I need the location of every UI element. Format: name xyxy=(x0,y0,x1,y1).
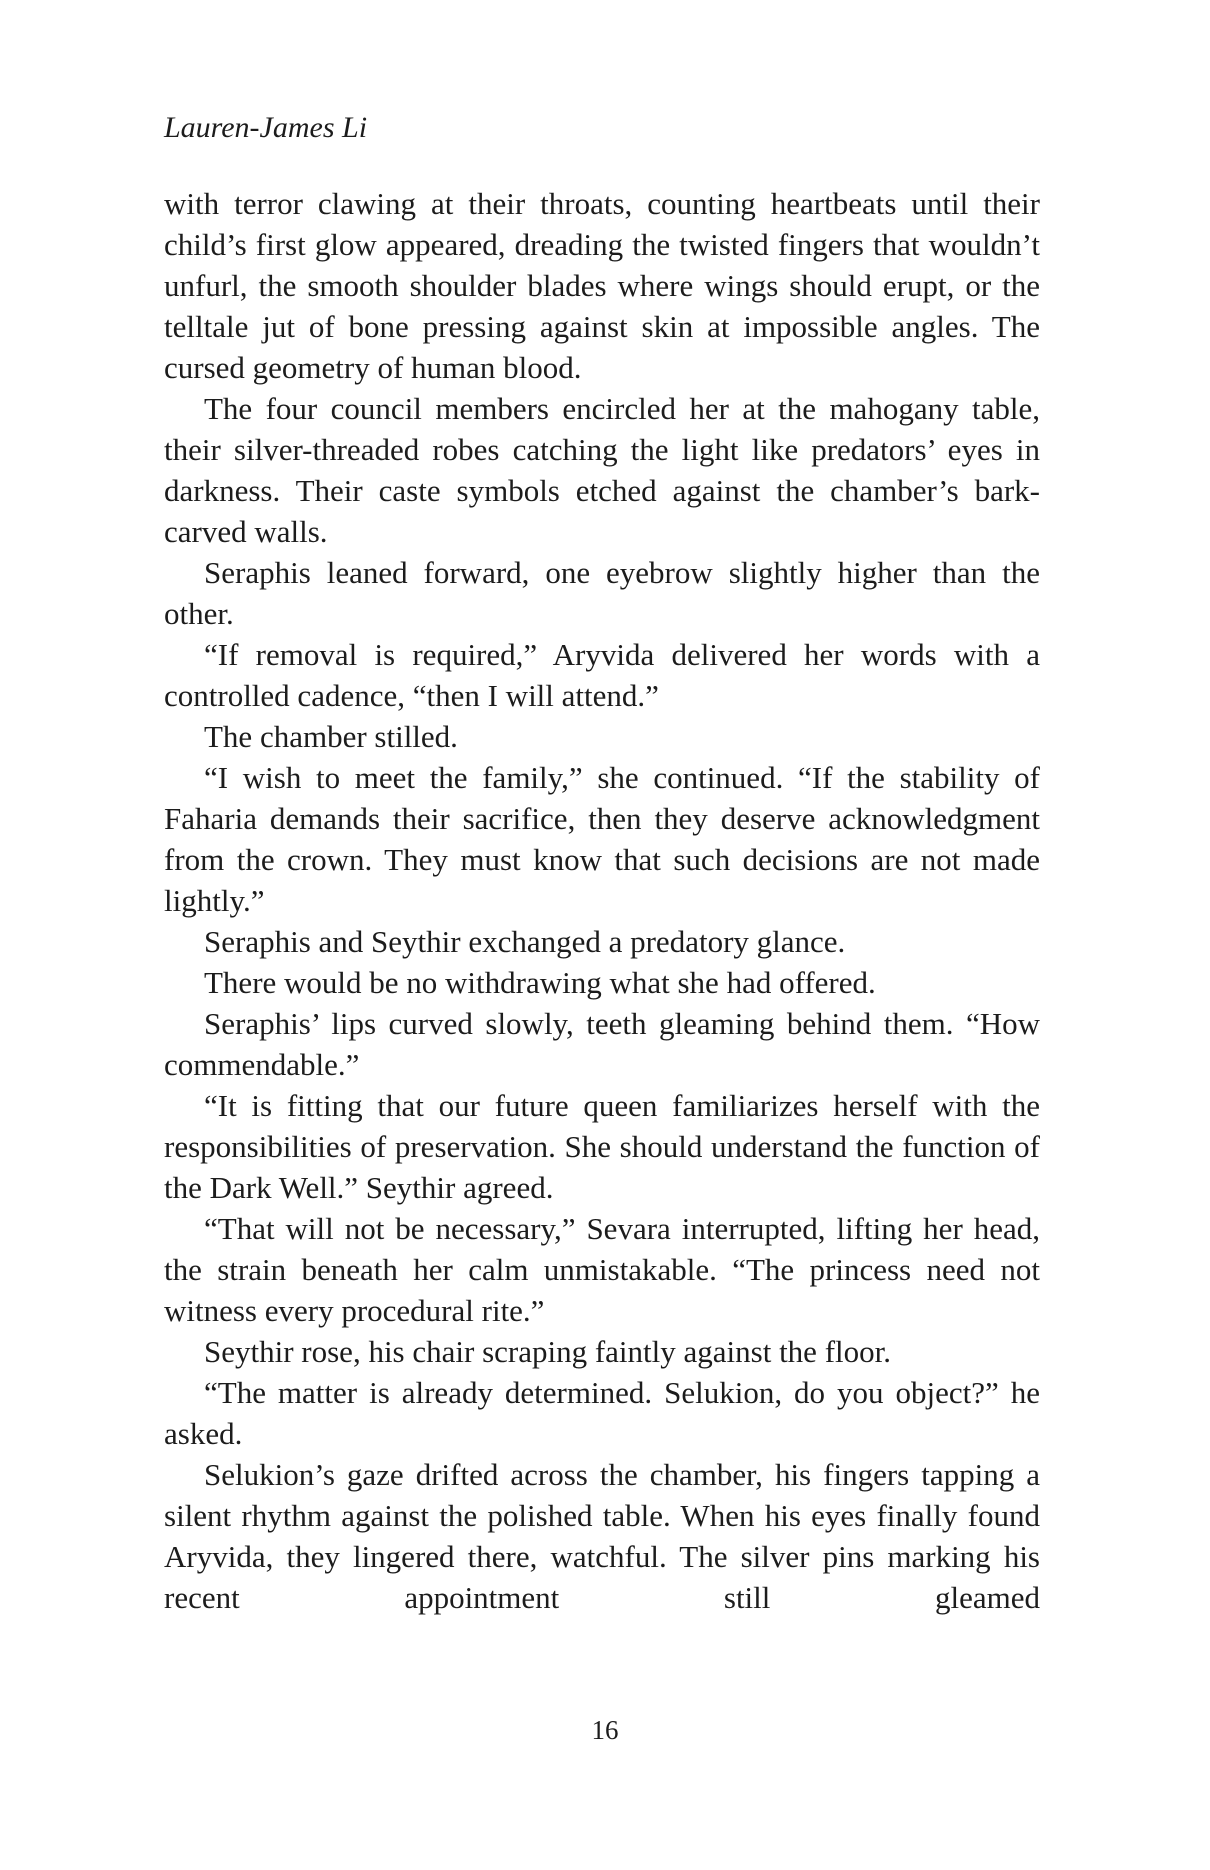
paragraph: Seraphis and Seythir exchanged a predatory glance. xyxy=(204,924,846,959)
body-text xyxy=(164,183,1040,1618)
running-head-author: Lauren-James Li xyxy=(164,111,368,144)
paragraph: Seraphis’ lips curved slowly, teeth gleaming behind them. “How commendable.” xyxy=(164,1006,1040,1082)
paragraph: There would be no withdrawing what she had offered. xyxy=(204,965,876,1000)
paragraph: The four council members encircled her at the mahogany table, their silver-threaded robes catching the light like predators’ eyes in darkness. Their caste symbols etched against the chamber’s bark-carved walls. xyxy=(164,391,1040,549)
paragraph: The chamber stilled. xyxy=(204,719,458,754)
paragraph: “I wish to meet the family,” she continued. “If the stability of Faharia demands their sacrifice, then they deserve acknowledgment from the crown. They must know that such decisions are not made lightly.” xyxy=(164,760,1040,918)
paragraph: Selukion’s gaze drifted across the chamber, his fingers tapping a silent rhythm against the polished table. When his eyes finally found Aryvida, they lingered there, watchful. The silver pins marking his recent appointment still gleamed xyxy=(164,1457,1040,1615)
paragraph: Seythir rose, his chair scraping faintly against the floor. xyxy=(204,1334,891,1369)
paragraph: “It is fitting that our future queen familiarizes herself with the responsibilities of preservation. She should understand the function of the Dark Well.” Seythir agreed. xyxy=(164,1088,1040,1205)
paragraph: “That will not be necessary,” Sevara interrupted, lifting her head, the strain beneath her calm unmistakable. “The princess need not witness every procedural rite.” xyxy=(164,1211,1040,1328)
paragraph: “If removal is required,” Aryvida delivered her words with a controlled cadence, “then I will attend.” xyxy=(164,637,1040,713)
paragraph: “The matter is already determined. Selukion, do you object?” he asked. xyxy=(164,1375,1040,1451)
page-number: 16 xyxy=(591,1715,619,1745)
paragraph: with terror clawing at their throats, counting heartbeats until their child’s first glow appeared, dreading the twisted fingers that wouldn’t unfurl, the smooth shoulder blades where wings should erupt, or the telltale jut of bone pressing against skin at impossible angles. The cursed geometry of human blood. xyxy=(164,186,1040,385)
paragraph: Seraphis leaned forward, one eyebrow slightly higher than the other. xyxy=(164,555,1040,631)
